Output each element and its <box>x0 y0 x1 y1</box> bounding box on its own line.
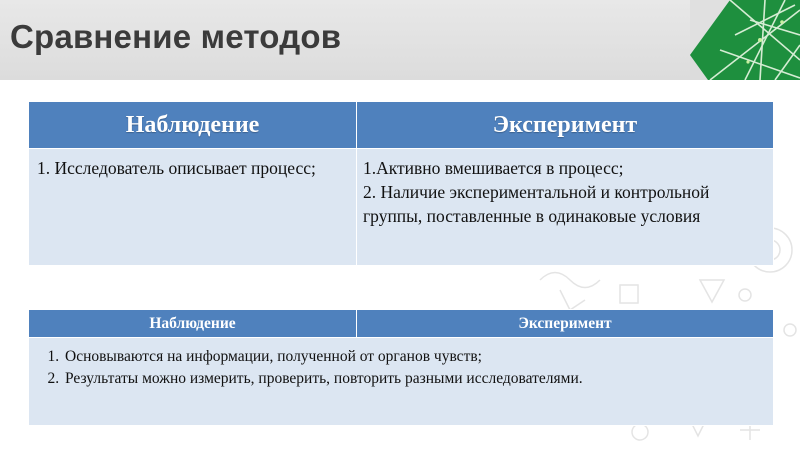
header-experiment: Эксперимент <box>357 102 774 149</box>
experiment-line-2: 2. Наличие экспериментальной и контрольной группы, поставленные в одинаковые условия <box>363 182 710 226</box>
common-features-cell <box>29 338 774 426</box>
header-observation: Наблюдение <box>29 102 357 149</box>
table-row <box>29 149 774 266</box>
list-item: 1. Основываются на информации, полученной от органов чувств; <box>63 346 767 368</box>
slide-title: Сравнение методов <box>10 18 342 55</box>
comparison-table-1 <box>28 101 774 266</box>
observation-text: 1. Исследователь описывает процесс; <box>37 158 316 178</box>
header-experiment: Эксперимент <box>357 310 774 338</box>
title-bar <box>0 0 800 80</box>
observation-cell <box>29 149 357 266</box>
table-row <box>29 338 774 426</box>
green-network-decoration <box>690 0 800 80</box>
table-header-row <box>29 310 774 338</box>
comparison-table-2 <box>28 309 774 426</box>
experiment-cell <box>357 149 774 266</box>
common-features-list <box>29 346 767 390</box>
header-observation: Наблюдение <box>29 310 357 338</box>
experiment-line-1: 1.Активно вмешивается в процесс; <box>363 158 624 178</box>
list-item: 2. Результаты можно измерить, проверить, повторить разными исследователями. <box>63 368 767 390</box>
table-header-row <box>29 102 774 149</box>
